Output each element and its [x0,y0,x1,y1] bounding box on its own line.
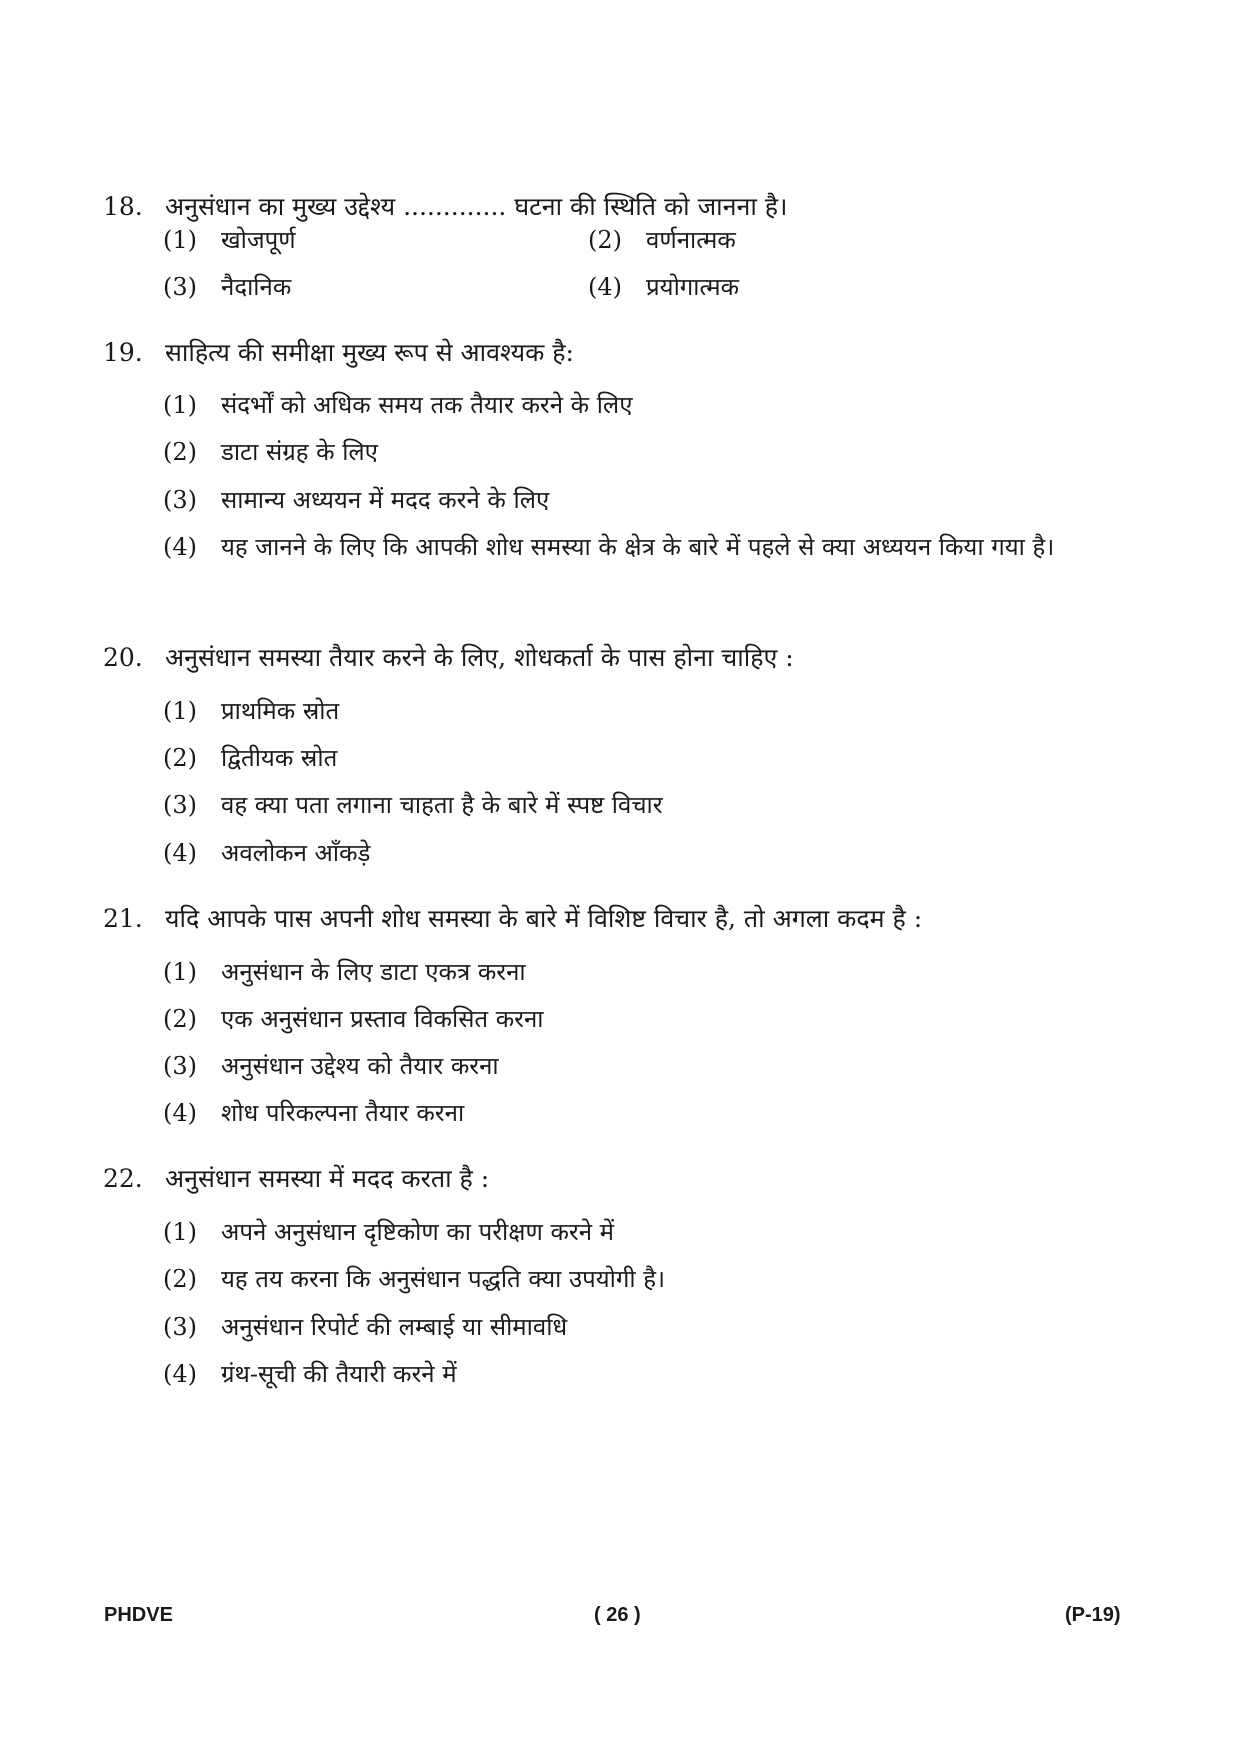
option-number: (3) [163,486,197,514]
question-text: अनुसंधान समस्या तैयार करने के लिए, शोधकर्ता के पास होना चाहिए : [165,643,794,672]
option-number: (3) [163,791,197,819]
option-text: यह तय करना कि अनुसंधान पद्धति क्या उपयोगी है। [221,1265,666,1293]
option-number: (1) [163,958,197,986]
option-number: (3) [163,273,197,301]
question-text: यदि आपके पास अपनी शोध समस्या के बारे में विशिष्ट विचार है, तो अगला कदम है : [165,904,923,933]
option-number: (1) [163,1218,197,1246]
question-number: 20. [103,643,143,672]
option-text: वर्णनात्मक [646,226,736,254]
option-text: द्वितीयक स्रोत [221,744,338,772]
option-text: प्रयोगात्मक [646,273,740,301]
option-text: शोध परिकल्पना तैयार करना [221,1099,465,1127]
option-text: डाटा संग्रह के लिए [221,438,378,466]
option-number: (1) [163,226,197,254]
question-number: 18. [103,192,143,221]
question-text: साहित्य की समीक्षा मुख्य रूप से आवश्यक है: [165,338,574,367]
option-number: (1) [163,391,197,419]
option-number: (1) [163,697,197,725]
question-number: 22. [103,1164,143,1193]
option-text: खोजपूर्ण [221,226,296,254]
option-text: वह क्या पता लगाना चाहता है के बारे में स्पष्ट विचार [221,791,663,819]
option-number: (2) [163,744,197,772]
option-number: (2) [588,226,622,254]
option-number: (2) [163,1265,197,1293]
option-text: अनुसंधान रिपोर्ट की लम्बाई या सीमावधि [221,1313,568,1341]
option-text: नैदानिक [221,273,292,301]
option-text: प्राथमिक स्रोत [221,697,340,725]
question-number: 21. [103,904,143,933]
option-number: (4) [588,273,622,301]
option-text: अनुसंधान उद्देश्य को तैयार करना [221,1052,499,1080]
footer-page-number: ( 26 ) [594,1604,641,1626]
option-text: संदर्भों को अधिक समय तक तैयार करने के लिए [221,391,633,419]
option-text: अपने अनुसंधान दृष्टिकोण का परीक्षण करने में [221,1218,615,1246]
option-number: (4) [163,839,197,867]
option-text: एक अनुसंधान प्रस्ताव विकसित करना [221,1005,544,1033]
option-number: (3) [163,1052,197,1080]
footer-paper-code: (P-19) [1065,1604,1121,1626]
option-number: (4) [163,1360,197,1388]
footer-course-code: PHDVE [104,1604,173,1626]
option-number: (4) [163,533,197,561]
option-text: अनुसंधान के लिए डाटा एकत्र करना [221,958,526,986]
option-number: (4) [163,1099,197,1127]
question-text: अनुसंधान समस्या में मदद करता है : [165,1164,490,1193]
option-text: सामान्य अध्ययन में मदद करने के लिए [221,486,550,514]
question-number: 19. [103,338,143,367]
option-text: अवलोकन आँकड़े [221,839,371,867]
option-number: (3) [163,1313,197,1341]
option-text: यह जानने के लिए कि आपकी शोध समस्या के क्षेत्र के बारे में पहले से क्या अध्ययन किया गया है। [221,533,1055,561]
option-text: ग्रंथ-सूची की तैयारी करने में [221,1360,457,1388]
option-number: (2) [163,1005,197,1033]
question-text: अनुसंधान का मुख्य उद्देश्य ............. घटना की स्थिति को जानना है। [165,192,788,221]
option-number: (2) [163,438,197,466]
